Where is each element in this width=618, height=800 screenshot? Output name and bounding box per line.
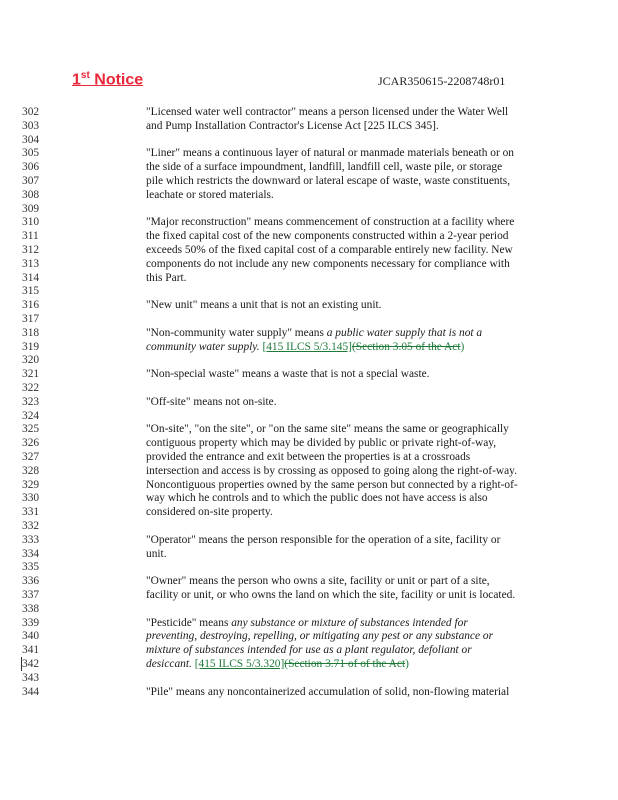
line-number: 316 bbox=[22, 299, 40, 312]
document-line bbox=[0, 367, 618, 381]
line-number: 339 bbox=[22, 616, 40, 629]
text-segment: preventing, destroying, repelling, or mitigating any pest or any substance or bbox=[146, 630, 494, 643]
line-number: 315 bbox=[22, 285, 40, 298]
document-line bbox=[0, 257, 618, 271]
text-segment: mixture of substances intended for use as a plant regulator, defoliant or bbox=[146, 644, 472, 657]
line-number: 305 bbox=[22, 147, 40, 160]
line-number: 344 bbox=[22, 685, 40, 698]
line-text bbox=[146, 326, 482, 340]
line-number: 306 bbox=[22, 161, 40, 174]
text-segment: the side of a surface impoundment, landfill, landfill cell, waste pile, or storage bbox=[146, 161, 503, 174]
statute-citation: [415 ILCS 5/3.320] bbox=[194, 658, 285, 670]
document-line bbox=[0, 602, 618, 616]
document-line bbox=[0, 616, 618, 630]
document-line bbox=[0, 464, 618, 478]
line-number: 337 bbox=[22, 589, 40, 601]
line-text bbox=[146, 146, 514, 160]
text-segment: "Liner" means a continuous layer of natural or manmade materials beneath or on bbox=[146, 147, 514, 160]
notice-ordinal: st bbox=[80, 70, 90, 81]
document-line bbox=[0, 146, 618, 160]
document-line bbox=[0, 547, 618, 561]
document-line bbox=[0, 519, 618, 533]
line-number: 302 bbox=[22, 106, 40, 118]
document-line bbox=[0, 105, 618, 119]
text-segment: contiguous property which may be divided by public or private right-of-way, bbox=[146, 437, 497, 450]
text-segment: "New unit" means a unit that is not an existing unit. bbox=[146, 299, 382, 312]
line-number: 330 bbox=[22, 492, 40, 505]
line-number: 335 bbox=[22, 561, 40, 574]
document-line bbox=[0, 243, 618, 257]
text-segment: "Non-special waste" means a waste that is not a special waste. bbox=[146, 368, 430, 381]
line-text bbox=[146, 298, 382, 312]
line-number: 327 bbox=[22, 451, 40, 463]
line-number: 332 bbox=[22, 520, 40, 532]
text-segment: desiccant. bbox=[146, 658, 192, 670]
text-segment: "Operator" means the person responsible for the operation of a site, facility or bbox=[146, 533, 501, 546]
line-number: 320 bbox=[22, 354, 40, 367]
text-segment: ) bbox=[460, 340, 465, 353]
line-text bbox=[146, 340, 464, 354]
text-segment: "Owner" means the person who owns a site, facility or unit or part of a site, bbox=[146, 575, 490, 588]
line-text bbox=[146, 367, 430, 381]
document-line bbox=[0, 202, 618, 216]
line-number: 312 bbox=[22, 244, 40, 256]
notice-label: Notice bbox=[89, 71, 144, 89]
line-text bbox=[146, 105, 508, 119]
line-text bbox=[146, 450, 470, 464]
text-segment: facility or unit, or who owns the land on which the site, facility or unit is located. bbox=[146, 589, 516, 601]
document-line bbox=[0, 450, 618, 464]
line-text bbox=[146, 505, 273, 519]
line-text bbox=[146, 422, 509, 436]
line-number: 314 bbox=[22, 271, 40, 284]
text-segment: "Non-community water supply" means bbox=[146, 326, 327, 339]
line-number: 329 bbox=[22, 478, 40, 491]
document-line bbox=[0, 271, 618, 285]
document-line bbox=[0, 436, 618, 450]
line-text bbox=[146, 395, 277, 409]
document-line bbox=[0, 491, 618, 505]
text-segment: intersection and access is by crossing as opposed to going along the right-of-way. bbox=[146, 464, 517, 477]
line-number: 331 bbox=[22, 506, 40, 519]
line-number: 334 bbox=[22, 547, 40, 560]
document-line bbox=[0, 215, 618, 229]
line-number: 325 bbox=[22, 423, 40, 436]
line-number: 308 bbox=[22, 188, 40, 201]
text-segment: exceeds 50% of the fixed capital cost of a comparable entirely new facility. New bbox=[146, 244, 513, 256]
line-text bbox=[146, 643, 472, 657]
document-line bbox=[0, 588, 618, 602]
struck-text: (Section 3.71 of of the Act bbox=[284, 658, 406, 670]
text-segment: provided the entrance and exit between the properties is at a crossroads bbox=[146, 451, 471, 463]
text-segment: "Pesticide" means bbox=[146, 616, 232, 629]
line-number: 322 bbox=[22, 382, 40, 394]
text-segment: unit. bbox=[146, 547, 167, 560]
document-line bbox=[0, 478, 618, 492]
line-number: 338 bbox=[22, 602, 40, 615]
line-text bbox=[146, 257, 510, 271]
line-number: 313 bbox=[22, 257, 40, 270]
line-text bbox=[146, 685, 509, 699]
text-segment: components do not include any new components necessary for compliance with bbox=[146, 257, 510, 270]
document-line bbox=[0, 188, 618, 202]
document-line bbox=[0, 160, 618, 174]
line-number: 336 bbox=[22, 575, 40, 588]
document-line bbox=[0, 657, 618, 671]
text-segment: considered on-site property. bbox=[146, 506, 273, 519]
line-text bbox=[146, 464, 517, 478]
text-segment: "Pile" means any noncontainerized accumulation of solid, non-flowing material bbox=[146, 685, 510, 698]
line-text bbox=[146, 188, 274, 202]
line-number: 307 bbox=[22, 175, 40, 187]
line-number: 324 bbox=[22, 409, 40, 422]
line-text bbox=[146, 119, 439, 133]
line-number: 340 bbox=[22, 630, 40, 643]
line-number: 321 bbox=[22, 368, 40, 381]
line-text bbox=[146, 160, 502, 174]
line-number: 326 bbox=[22, 437, 40, 450]
document-line bbox=[0, 505, 618, 519]
text-segment: pile which restricts the downward or lateral escape of waste, waste constituents, bbox=[146, 175, 511, 187]
text-segment: ) bbox=[405, 658, 409, 670]
line-text bbox=[146, 629, 493, 643]
line-number: 343 bbox=[22, 671, 40, 684]
line-number: 319 bbox=[22, 340, 40, 353]
line-number: 311 bbox=[22, 230, 39, 243]
text-segment: this Part. bbox=[146, 271, 187, 284]
line-number: 318 bbox=[22, 326, 40, 339]
line-text bbox=[146, 491, 488, 505]
line-number: 303 bbox=[22, 119, 40, 132]
line-text bbox=[146, 271, 187, 285]
document-line bbox=[0, 409, 618, 423]
struck-text: (Section 3.05 of the Act bbox=[351, 340, 461, 353]
line-text bbox=[146, 174, 510, 188]
document-line bbox=[0, 671, 618, 685]
text-segment: "Licensed water well contractor" means a person licensed under the Water Well bbox=[146, 106, 509, 118]
line-number: 309 bbox=[22, 202, 40, 215]
text-segment: "Off-site" means not on-site. bbox=[146, 395, 277, 408]
document-line bbox=[0, 381, 618, 395]
document-line bbox=[0, 229, 618, 243]
text-segment: community water supply. bbox=[146, 340, 260, 353]
line-text bbox=[146, 616, 468, 630]
document-line bbox=[0, 422, 618, 436]
line-text bbox=[146, 436, 496, 450]
text-segment: Noncontiguous properties owned by the same person but connected by a right-of- bbox=[146, 478, 518, 491]
notice-number: 1 bbox=[72, 71, 81, 89]
line-number: 310 bbox=[22, 216, 40, 229]
line-text bbox=[146, 547, 167, 561]
statute-citation: [415 ILCS 5/3.145] bbox=[262, 340, 352, 353]
document-line bbox=[0, 340, 618, 354]
line-number: 323 bbox=[22, 395, 40, 408]
document-line bbox=[0, 533, 618, 547]
line-number: 342 bbox=[21, 657, 52, 671]
document-line bbox=[0, 133, 618, 147]
line-text bbox=[146, 229, 508, 243]
document-line bbox=[0, 174, 618, 188]
document-line bbox=[0, 395, 618, 409]
text-segment: "Major reconstruction" means commencement of construction at a facility where bbox=[146, 216, 515, 229]
line-text bbox=[146, 657, 409, 671]
text-segment: the fixed capital cost of the new components constructed within a 2-year period bbox=[146, 230, 509, 243]
document-line bbox=[0, 353, 618, 367]
line-text bbox=[146, 243, 513, 257]
text-segment: way which he controls and to which the public does not have access is also bbox=[146, 492, 488, 505]
text-segment: a public water supply that is not a bbox=[326, 326, 483, 339]
text-segment: "On-site", "on the site", or "on the same site" means the same or geographically bbox=[146, 423, 509, 436]
document-line bbox=[0, 629, 618, 643]
line-text bbox=[146, 574, 490, 588]
line-number: 328 bbox=[22, 464, 40, 477]
line-text bbox=[146, 533, 500, 547]
line-text bbox=[146, 215, 514, 229]
document-line bbox=[0, 560, 618, 574]
line-text bbox=[146, 588, 515, 602]
line-number: 317 bbox=[22, 313, 40, 325]
text-segment: any substance or mixture of substances intended for bbox=[231, 616, 468, 629]
document-line bbox=[0, 685, 618, 699]
document-line bbox=[0, 643, 618, 657]
text-segment: and Pump Installation Contractor's License Act [225 ILCS 345]. bbox=[146, 119, 439, 132]
document-line bbox=[0, 298, 618, 312]
document-id: JCAR350615-2208748r01 bbox=[378, 74, 506, 88]
document-line bbox=[0, 284, 618, 298]
document-line bbox=[0, 119, 618, 133]
line-number: 304 bbox=[22, 133, 40, 146]
line-text bbox=[146, 478, 518, 492]
document-line bbox=[0, 574, 618, 588]
document-line bbox=[0, 312, 618, 326]
text-segment: leachate or stored materials. bbox=[146, 188, 274, 201]
document-line bbox=[0, 326, 618, 340]
notice-heading bbox=[72, 70, 143, 89]
line-number: 333 bbox=[22, 533, 40, 546]
line-number: 341 bbox=[22, 644, 40, 657]
